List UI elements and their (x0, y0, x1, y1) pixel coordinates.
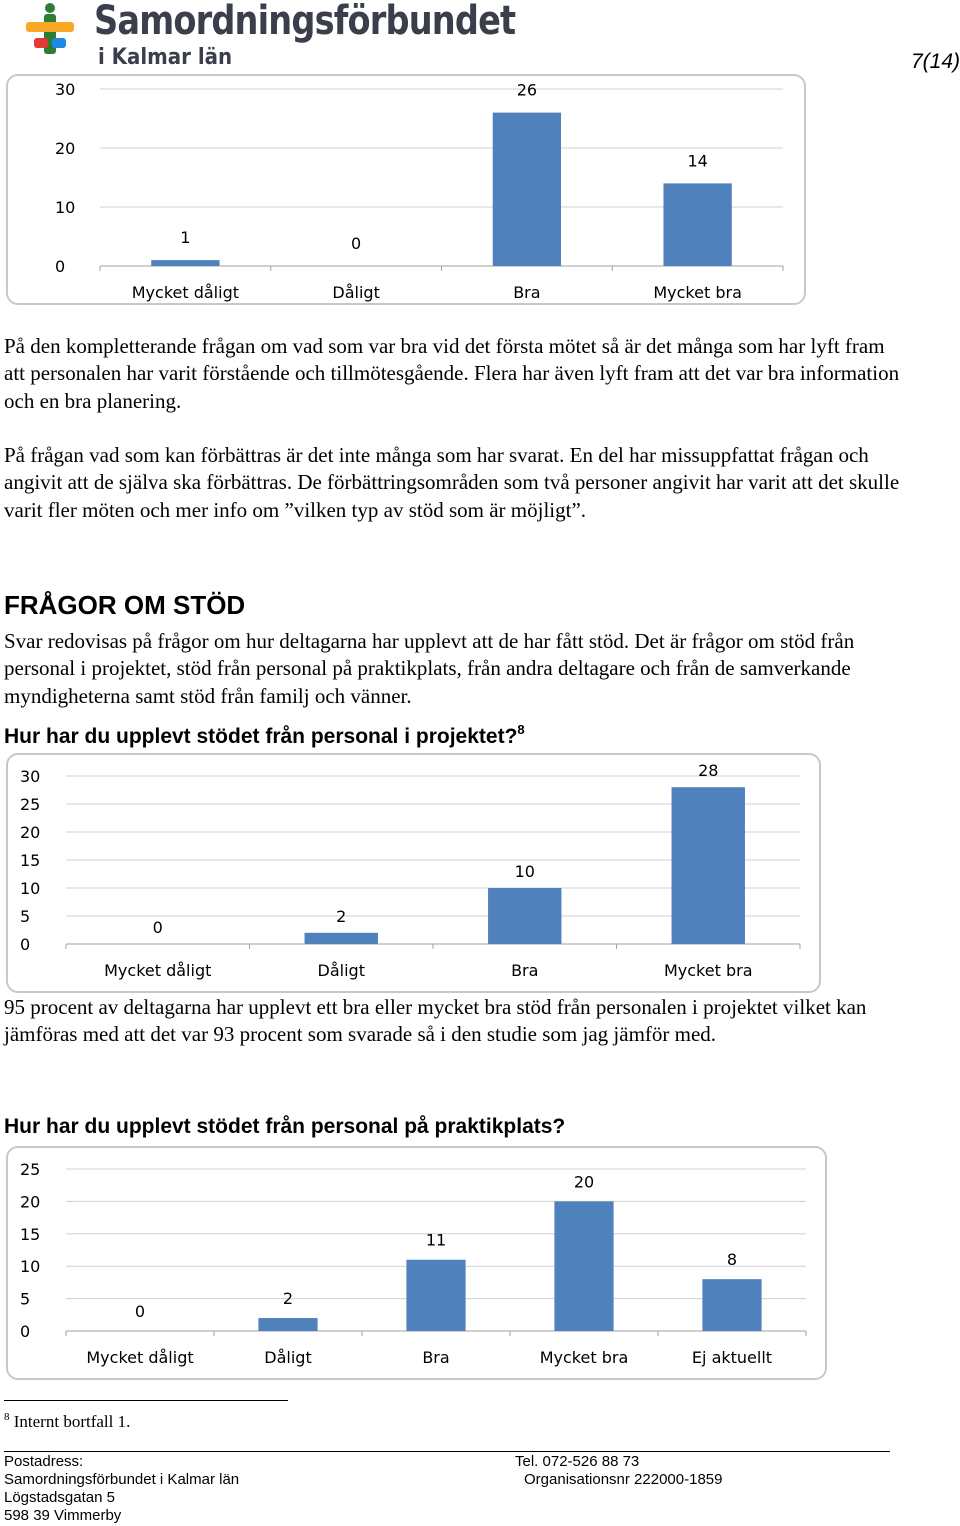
category-label: Dåligt (317, 961, 365, 980)
footer-city: 598 39 Vimmerby (4, 1507, 122, 1524)
chart-workplace-staff-support (6, 1146, 827, 1380)
y-tick-label: 0 (55, 257, 66, 276)
y-tick-label: 15 (20, 851, 41, 870)
category-label: Bra (513, 283, 541, 302)
y-tick-label: 30 (20, 767, 41, 786)
y-tick-label: 20 (55, 139, 76, 158)
y-tick-label: 0 (20, 1322, 31, 1341)
bar (488, 888, 561, 944)
data-label: 26 (516, 80, 538, 100)
footnote-reference: 8 (517, 722, 525, 737)
chart-project-staff-support (6, 753, 821, 993)
footer-phone: Tel. 072-526 88 73 (515, 1453, 640, 1470)
category-label: Dåligt (332, 283, 380, 302)
y-tick-label: 25 (20, 795, 41, 814)
bar (663, 183, 731, 266)
category-label: Mycket bra (539, 1348, 629, 1367)
bar (151, 260, 219, 266)
y-tick-label: 5 (20, 1289, 31, 1309)
category-label: Mycket bra (663, 961, 753, 980)
category-label: Ej aktuellt (691, 1348, 773, 1367)
chart-first-meeting-svg (8, 76, 808, 307)
bar (702, 1279, 761, 1331)
footer-org-number: Organisationsnr 222000-1859 (524, 1471, 723, 1488)
data-label: 0 (134, 1302, 146, 1321)
y-tick-label: 30 (55, 80, 76, 99)
bar (554, 1201, 613, 1331)
paragraph-project-staff-result: 95 procent av deltagarna har upplevt ett bra eller mycket bra stöd från personalen i projektet vilket kan jämföras med att det var 93 procent som svarade så i den studie som jag jämför med. (4, 995, 867, 1047)
question-text: Hur har du upplevt stödet från personal i projektet? (4, 725, 518, 748)
footer-street: Lögstadsgatan 5 (4, 1489, 115, 1506)
logo-org-region: i Kalmar län (98, 45, 233, 70)
data-label: 8 (726, 1250, 738, 1270)
category-label: Bra (511, 961, 539, 980)
chart-project-staff-support-svg (8, 755, 823, 995)
y-tick-label: 10 (55, 198, 76, 217)
y-tick-label: 25 (20, 1160, 41, 1179)
footer-organization: Samordningsförbundet i Kalmar län (4, 1471, 240, 1488)
paragraph-improvements: På frågan vad som kan förbättras är det inte många som har svarat. En del har missuppfattat frågan och angivit att de själva ska förbättras. De förbättringsområden som två personer angivit har varit att det skulle varit fler möten och mer info om ”vilken typ av stöd som är möjligt”. (4, 443, 900, 522)
y-tick-label: 10 (20, 1257, 41, 1277)
paragraph-first-meeting-good: På den kompletterande frågan om vad som var bra vid det första mötet så är det många som har lyft fram att personalen har varit förstående och tillmötesgående. Flera har även lyft fram att det var bra information och en bra planering. (4, 334, 900, 413)
category-label: Mycket dåligt (131, 283, 239, 302)
bar (493, 113, 561, 266)
logo-mark-icon (16, 2, 86, 62)
y-tick-label: 5 (20, 907, 31, 926)
y-tick-label: 15 (20, 1224, 41, 1244)
bar (258, 1318, 317, 1331)
category-label: Mycket dåligt (104, 961, 212, 980)
footnote-text: Internt bortfall 1. (13, 1412, 131, 1431)
category-label: Bra (422, 1348, 450, 1367)
footer-divider (4, 1451, 890, 1452)
organization-logo (14, 0, 516, 72)
chart-first-meeting (6, 74, 806, 305)
category-label: Mycket bra (653, 283, 742, 302)
y-tick-label: 20 (20, 1192, 41, 1212)
data-label: 11 (425, 1230, 447, 1250)
data-label: 2 (336, 906, 347, 926)
category-label: Mycket dåligt (86, 1348, 194, 1367)
bar (672, 787, 745, 944)
data-label: 1 (180, 228, 191, 248)
data-label: 0 (351, 234, 362, 253)
data-label: 2 (282, 1289, 294, 1309)
page-number: 7(14) (910, 50, 960, 73)
data-label: 20 (573, 1172, 595, 1192)
y-tick-label: 10 (20, 879, 41, 898)
footnote-number: 8 (4, 1411, 10, 1423)
paragraph-support-intro: Svar redovisas på frågor om hur deltagarna har upplevt att de har fått stöd. Det är frågor om stöd från personal i projektet, stöd från personal på praktikplats, från andra deltagare och från de samverkande myndigheterna samt stöd från familj och vänner. (4, 629, 855, 708)
chart-workplace-staff-support-svg (8, 1148, 829, 1382)
y-tick-label: 20 (20, 823, 41, 842)
data-label: 28 (698, 761, 719, 781)
footnote-divider (4, 1400, 288, 1401)
logo-org-name: Samordningsförbundet (94, 0, 516, 44)
data-label: 10 (514, 862, 535, 881)
data-label: 0 (152, 918, 163, 937)
question-heading-project-staff (4, 722, 525, 749)
data-label: 14 (687, 151, 708, 171)
y-tick-label: 0 (20, 935, 31, 954)
footnote (4, 1411, 130, 1432)
question-heading-workplace-staff: Hur har du upplevt stödet från personal på praktikplats? (4, 1115, 566, 1138)
bar (406, 1260, 465, 1331)
section-heading-support: FRÅGOR OM STÖD (4, 590, 246, 620)
footer-postal-label: Postadress: (4, 1453, 84, 1470)
bar (305, 933, 378, 944)
category-label: Dåligt (264, 1348, 312, 1367)
